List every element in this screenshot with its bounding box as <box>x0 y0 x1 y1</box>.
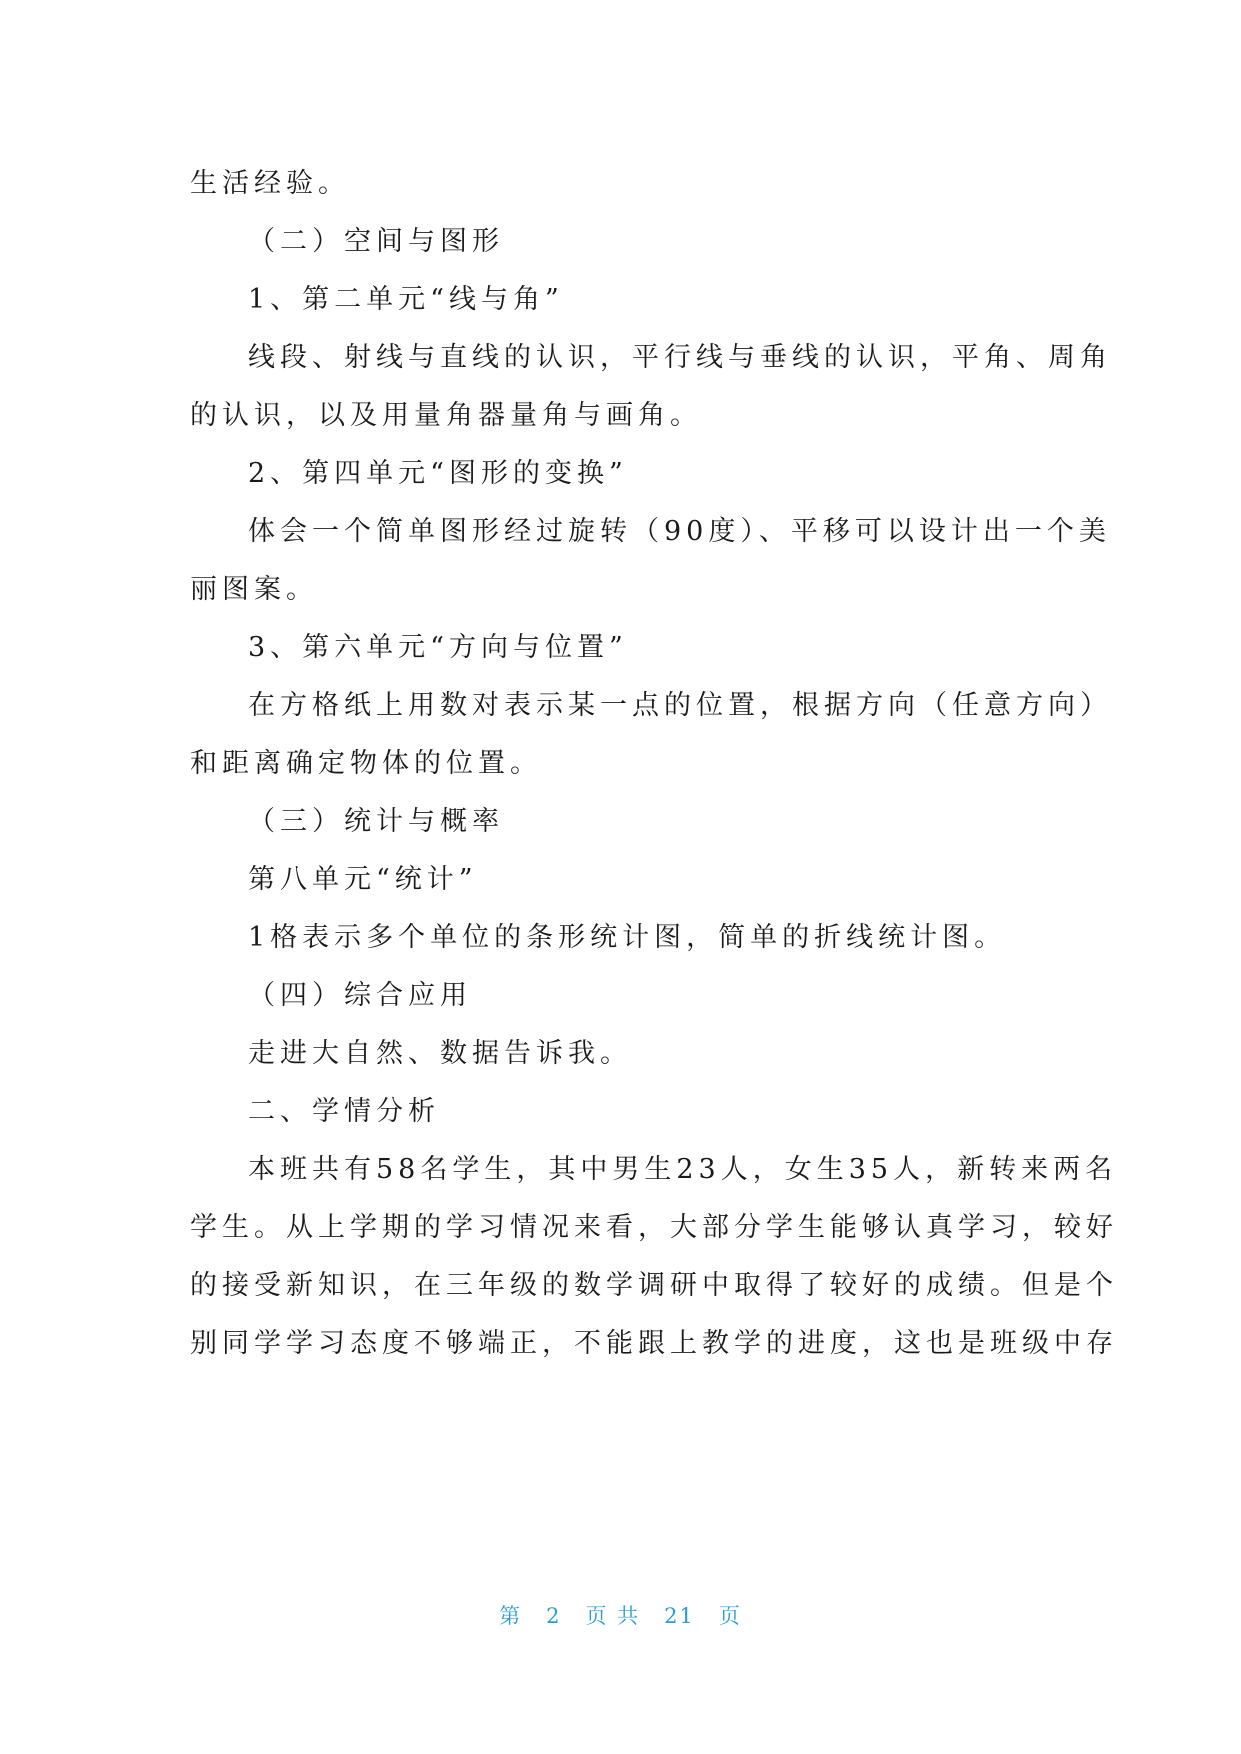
section-heading: （二）空间与图形 <box>248 226 504 257</box>
text-line: 丽图案。 <box>190 574 318 605</box>
text-line: 体会一个简单图形经过旋转（90度）、平移可以设计出一个美 <box>248 516 1111 547</box>
unit-heading: 1、第二单元“线与角” <box>248 284 564 315</box>
section-heading: 二、学情分析 <box>248 1096 440 1127</box>
footer-suffix: 页 <box>718 1604 742 1628</box>
text-line: 走进大自然、数据告诉我。 <box>248 1038 632 1069</box>
text-line: 1格表示多个单位的条形统计图，简单的折线统计图。 <box>248 922 1007 953</box>
text-line: 的认识，以及用量角器量角与画角。 <box>190 400 702 431</box>
text-line: 学生。从上学期的学习情况来看，大部分学生能够认真学习，较好 <box>190 1212 1118 1243</box>
unit-heading: 3、第六单元“方向与位置” <box>248 632 628 663</box>
footer-total-pages: 21 <box>664 1604 695 1628</box>
section-heading: （四）综合应用 <box>248 980 472 1011</box>
text-line: 在方格纸上用数对表示某一点的位置，根据方向（任意方向） <box>248 690 1112 721</box>
footer-middle: 页 共 <box>585 1604 641 1628</box>
footer-prefix: 第 <box>499 1604 523 1628</box>
unit-heading: 2、第四单元“图形的变换” <box>248 458 628 489</box>
section-heading: （三）统计与概率 <box>248 806 504 837</box>
text-line: 和距离确定物体的位置。 <box>190 748 542 779</box>
page-footer <box>0 1600 1241 1630</box>
text-line: 本班共有58名学生，其中男生23人，女生35人，新转来两名 <box>248 1154 1118 1185</box>
unit-heading: 第八单元“统计” <box>248 864 478 895</box>
footer-page-number: 2 <box>546 1604 562 1628</box>
text-line: 的接受新知识，在三年级的数学调研中取得了较好的成绩。但是个 <box>190 1270 1118 1301</box>
text-line: 别同学学习态度不够端正，不能跟上教学的进度，这也是班级中存 <box>190 1328 1118 1359</box>
text-line: 生活经验。 <box>190 168 350 199</box>
text-line: 线段、射线与直线的认识，平行线与垂线的认识，平角、周角 <box>248 342 1112 373</box>
